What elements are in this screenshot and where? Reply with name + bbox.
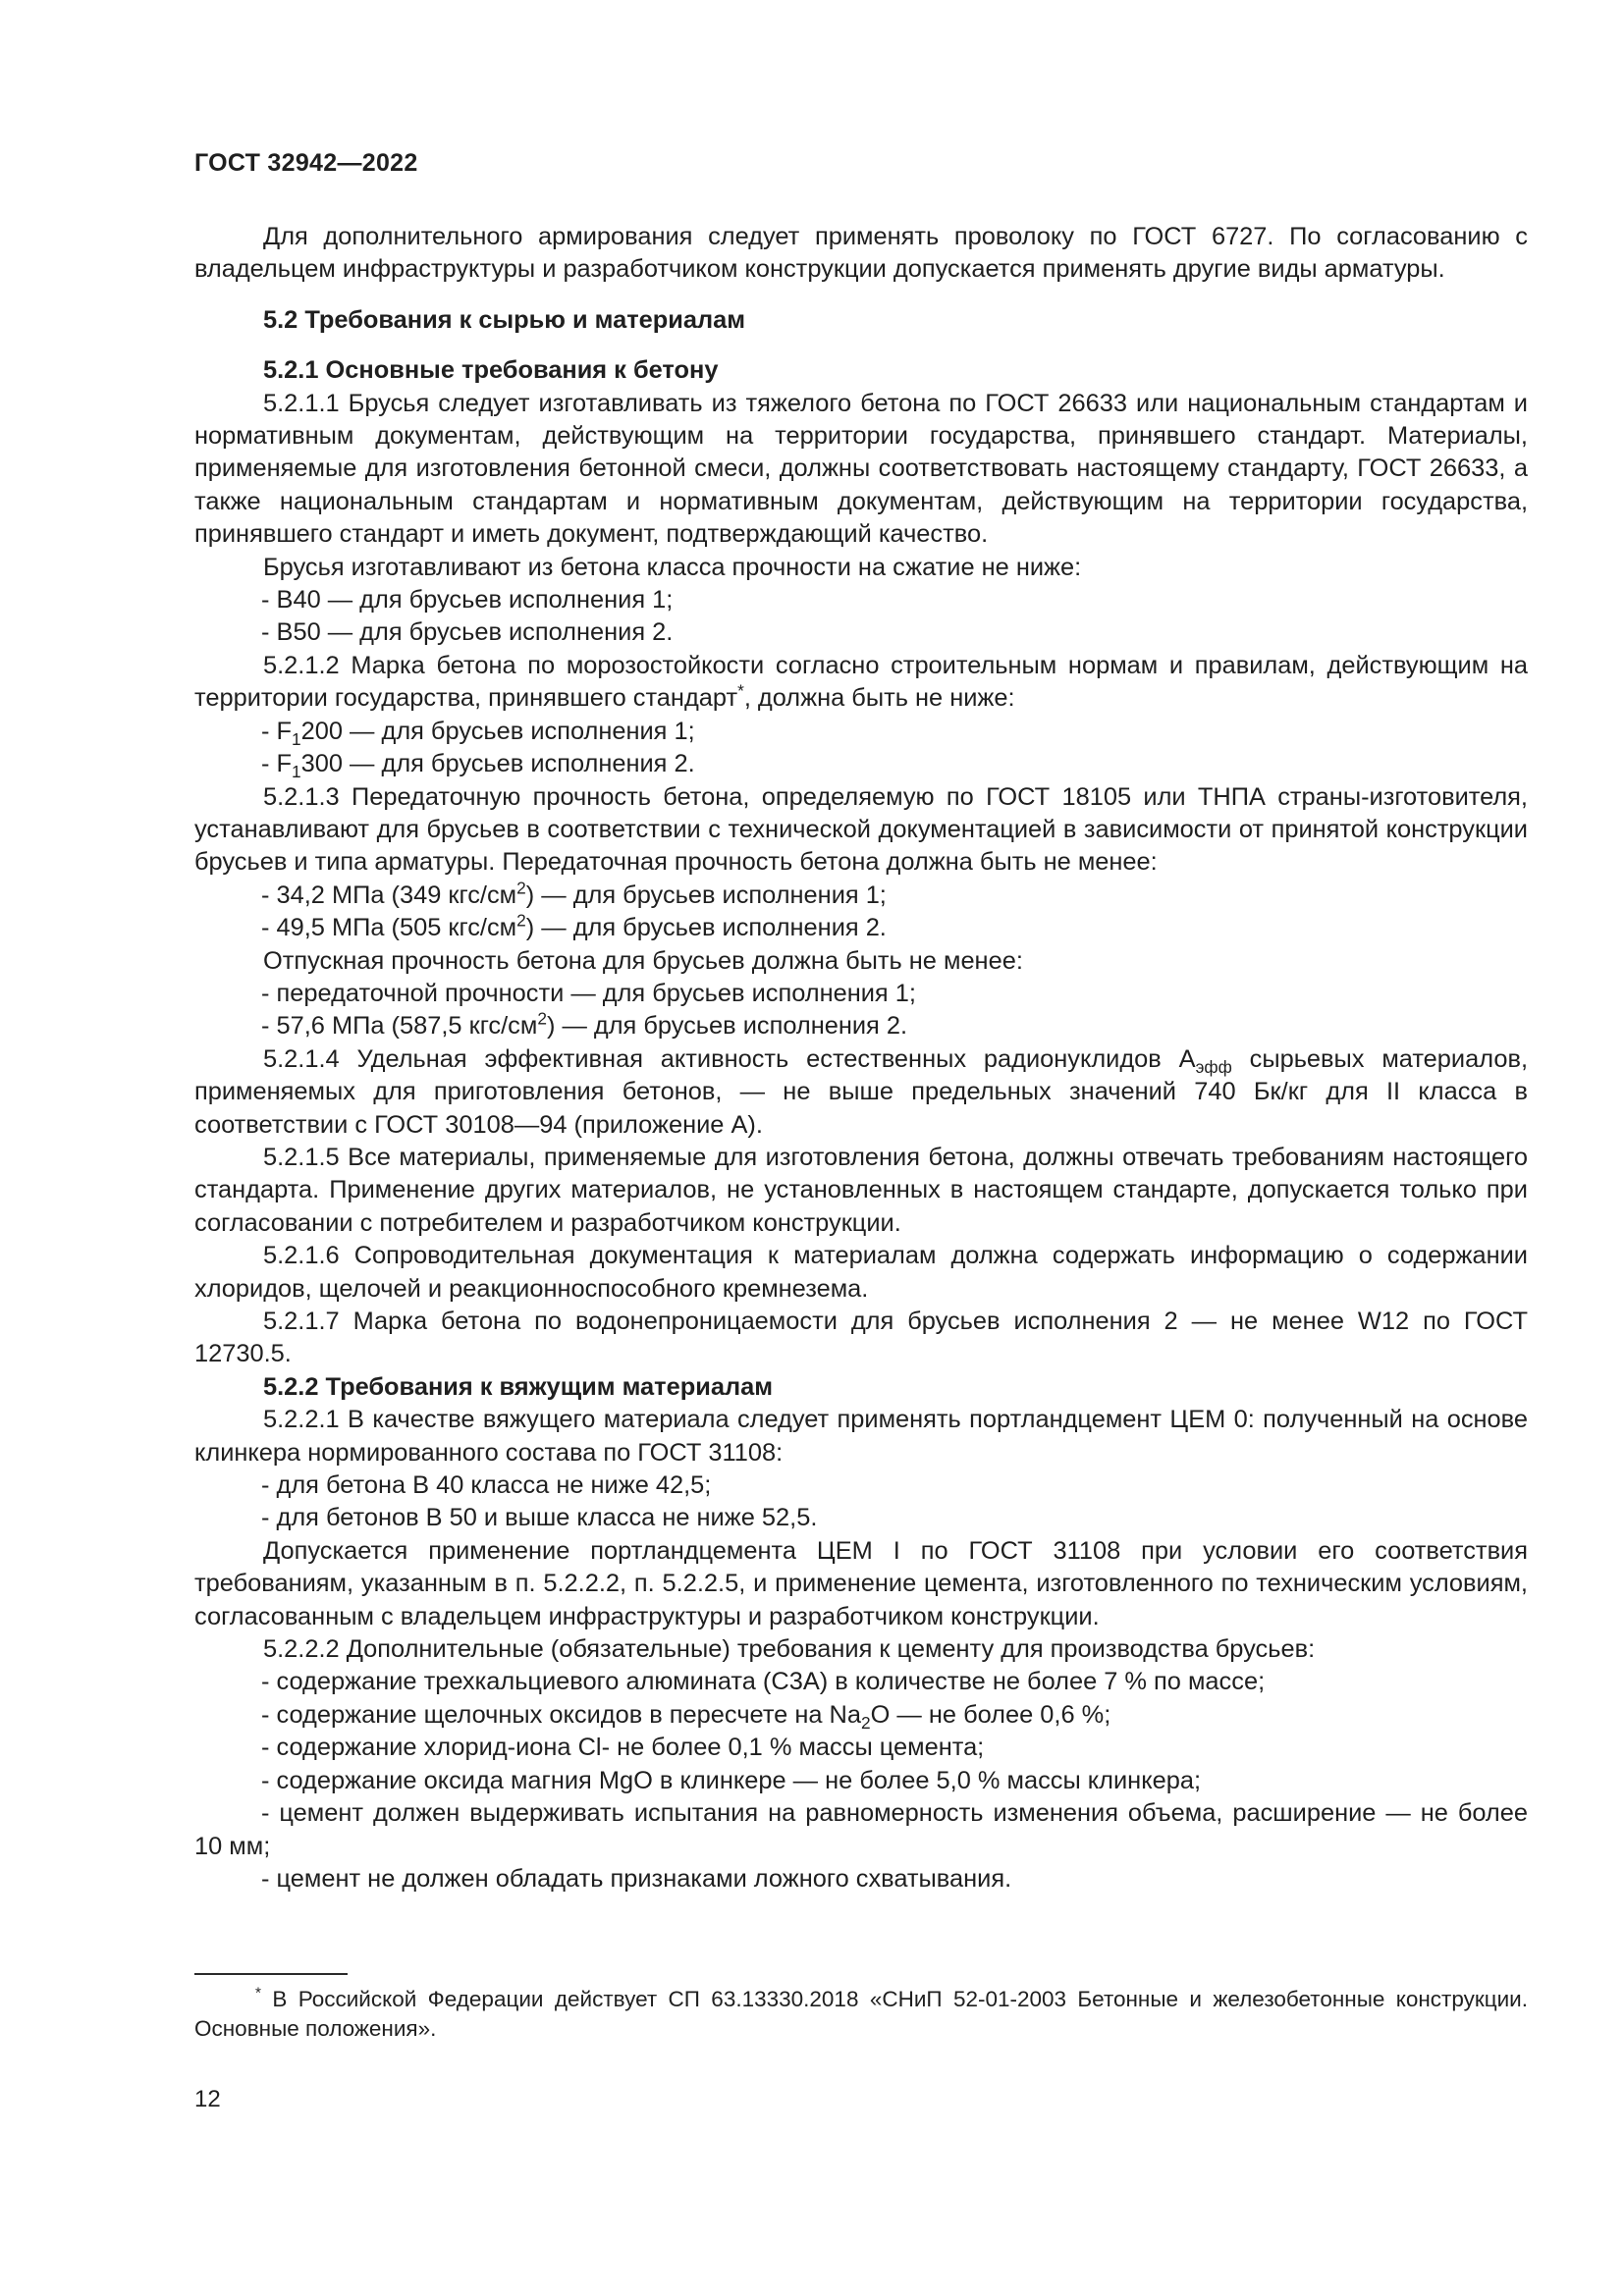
superscript: 2 (537, 1008, 547, 1029)
paragraph-5-2-1-2 (194, 650, 1528, 716)
list-item: - содержание оксида магния MgO в клинкере — не более 5,0 % массы клинкера; (261, 1766, 1202, 1794)
list-item-text: ) — для брусьев исполнения 2. (525, 914, 887, 942)
paragraph-5-2-1-5: 5.2.1.5 Все материалы, применяемые для изготовления бетона, должны отвечать требованиям настоящего стандарта. Применение других материалов, не установленных в настоящем стандарте, допускается только при согласовании с потребителем и разработчиком конструкции. (194, 1143, 1528, 1237)
footnote-reference: * (737, 680, 744, 701)
paragraph-intro: Для дополнительного армирования следует применять проволоку по ГОСТ 6727. По согласованию с владельцем инфраструктуры и разработчиком конструкции допускается применять другие виды арматуры. (194, 223, 1528, 284)
superscript: 2 (516, 878, 526, 898)
subscript: 1 (292, 728, 301, 749)
paragraph-5-2-1-3: 5.2.1.3 Передаточную прочность бетона, определяемую по ГОСТ 18105 или ТНПА страны-изготовителя, устанавливают для брусьев в соответствии с технической документацией в зависимости от принятой конструкции брусьев и типа арматуры. Передаточная прочность бетона должна быть не менее: (194, 782, 1528, 877)
list-item: - В50 — для брусьев исполнения 2. (261, 618, 674, 647)
paragraph-5-2-1-1: 5.2.1.1 Брусья следует изготавливать из тяжелого бетона по ГОСТ 26633 или национальным стандартам и нормативным документам, действующим на территории государства, принявшего стандарт. Материалы, применяемые для изготовления бетонной смеси, должны соответствовать настоящему стандарту, ГОСТ 26633, а также национальным стандартам и нормативным документам, действующим на территории государства, принявшего стандарт и иметь документ, подтверждающий качество. (194, 389, 1528, 549)
list-item (194, 716, 1528, 748)
list-item-text: ) — для брусьев исполнения 1; (525, 881, 887, 909)
list-item (194, 748, 1528, 780)
list-item-text: - 49,5 МПа (505 кгс/см (261, 914, 517, 942)
footnote-text: В Российской Федерации действует СП 63.13330.2018 «СНиП 52-01-2003 Бетонные и железобетонные конструкции. Основные положения». (194, 1987, 1528, 2041)
paragraph-5-2-2-1: 5.2.2.1 В качестве вяжущего материала следует применять портландцемент ЦЕМ 0: полученный на основе клинкера нормированного состава по ГОСТ 31108: (194, 1406, 1528, 1467)
document-body (194, 221, 1528, 1896)
list-item: - цемент не должен обладать признаками ложного схватывания. (261, 1864, 1012, 1893)
paragraph-text: сырьевых материалов, применяемых для приготовления бетонов, — не выше предельных значений 740 Бк/кг для II класса в соответствии с ГОСТ 30108—94 (приложение А). (194, 1044, 1528, 1139)
list-item-text: - 57,6 МПа (587,5 кгс/см (261, 1012, 538, 1041)
paragraph-concrete-class: Брусья изготавливают из бетона класса прочности на сжатие не ниже: (263, 553, 1082, 581)
section-heading-5-2-2: 5.2.2 Требования к вяжущим материалам (263, 1372, 774, 1401)
subscript: 2 (861, 1712, 871, 1733)
list-item (194, 1699, 1528, 1732)
paragraph-5-2-1-2-end: , должна быть не ниже: (743, 684, 1015, 713)
paragraph-5-2-1-6: 5.2.1.6 Сопроводительная документация к материалам должна содержать информацию о содержании хлоридов, щелочей и реакционноспособного кремнезема. (194, 1242, 1528, 1303)
footnote-divider (194, 1973, 348, 1975)
section-heading-5-2: 5.2 Требования к сырью и материалам (263, 305, 746, 334)
paragraph-5-2-2-2: 5.2.2.2 Дополнительные (обязательные) требования к цементу для производства брусьев: (263, 1635, 1316, 1664)
subscript: эфф (1195, 1056, 1232, 1077)
list-item-text: O — не более 0,6 %; (870, 1700, 1111, 1729)
list-item: - для бетонов В 50 и выше класса не ниже 52,5. (261, 1504, 818, 1532)
list-item-text: - содержание щелочных оксидов в пересчете на Na (261, 1700, 862, 1729)
list-item: - содержание хлорид-иона Cl- не более 0,1 % массы цемента; (261, 1734, 985, 1762)
list-item-text: 300 — для брусьев исполнения 2. (300, 750, 695, 778)
list-item: - цемент должен выдерживать испытания на равномерность изменения объема, расширение — не более 10 мм; (194, 1799, 1528, 1860)
paragraph-cem-1: Допускается применение портландцемента ЦЕМ I по ГОСТ 31108 при условии его соответствия требованиям, указанным в п. 5.2.2.2, п. 5.2.2.5, и применение цемента, изготовленного по техническим условиям, согласованным с владельцем инфраструктуры и разработчиком конструкции. (194, 1536, 1528, 1630)
list-item-text: - 34,2 МПа (349 кгс/см (261, 881, 517, 909)
paragraph-5-2-1-7: 5.2.1.7 Марка бетона по водонепроницаемости для брусьев исполнения 2 — не менее W12 по ГОСТ 12730.5. (194, 1308, 1528, 1368)
list-item (194, 1010, 1528, 1042)
paragraph-release-strength: Отпускная прочность бетона для брусьев должна быть не менее: (263, 946, 1023, 975)
list-item-text: ) — для брусьев исполнения 2. (546, 1012, 908, 1041)
footnote (194, 1985, 1528, 2044)
list-item: - В40 — для брусьев исполнения 1; (261, 586, 674, 614)
paragraph-5-2-1-2-text: 5.2.1.2 Марка бетона по морозостойкости согласно строительным нормам и правилам, действующим на территории государства, принявшего стандарт (194, 651, 1528, 713)
superscript: 2 (516, 910, 526, 931)
paragraph-5-2-1-4 (194, 1043, 1528, 1142)
subscript: 1 (292, 762, 301, 782)
list-item: - для бетона В 40 класса не ниже 42,5; (261, 1471, 712, 1500)
list-item: - передаточной прочности — для брусьев исполнения 1; (261, 979, 916, 1007)
list-item: - содержание трехкальциевого алюмината (С3А) в количестве не более 7 % по массе; (261, 1668, 1266, 1696)
list-item-text: - F (261, 750, 293, 778)
list-item (194, 912, 1528, 944)
section-heading-5-2-1: 5.2.1 Основные требования к бетону (263, 356, 719, 385)
document-header: ГОСТ 32942—2022 (194, 149, 418, 177)
list-item-text: - F (261, 717, 293, 745)
paragraph-text: 5.2.1.4 Удельная эффективная активность естественных радионуклидов A (263, 1044, 1196, 1073)
list-item-text: 200 — для брусьев исполнения 1; (300, 717, 695, 745)
page-number: 12 (194, 2086, 221, 2112)
footnote-mark: * (255, 1985, 261, 2002)
list-item (194, 880, 1528, 912)
